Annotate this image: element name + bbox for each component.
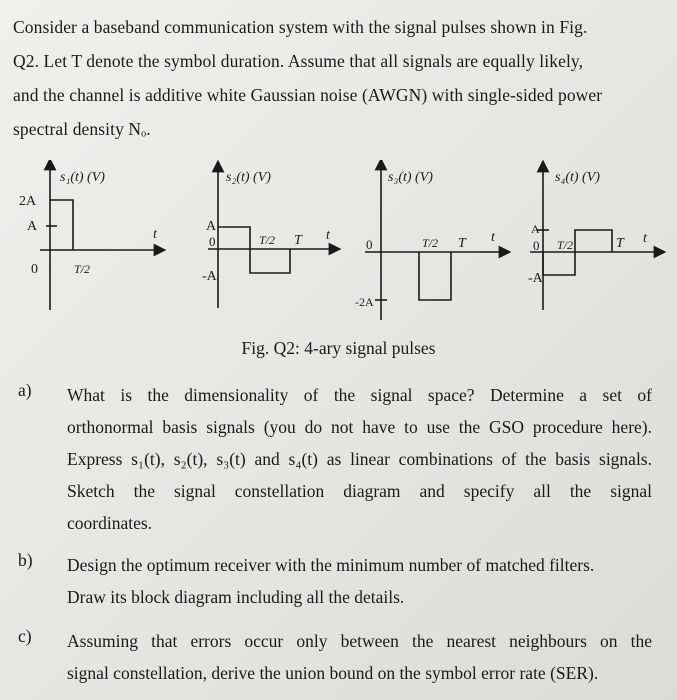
question-a-line: orthonormal basis signals (you do not have to use the GSO procedure here). bbox=[67, 417, 652, 437]
question-c-line: signal constellation, derive the union bound on the symbol error rate (SER). bbox=[67, 663, 599, 683]
question-a-line: What is the dimensionality of the signal space? Determine a set of bbox=[67, 385, 652, 405]
s3-label-neg-2a: -2A bbox=[355, 295, 374, 309]
s4-label-T: T bbox=[616, 236, 624, 251]
s2-label-T: T bbox=[294, 233, 302, 248]
s1-label-2a: 2A bbox=[19, 194, 37, 209]
s2-label-t2: T/2 bbox=[259, 233, 276, 247]
s2-label-neg-a: -A bbox=[202, 269, 217, 284]
question-a-label: a) bbox=[18, 380, 32, 400]
question-a-line: coordinates. bbox=[67, 513, 153, 533]
s3-label-t: t bbox=[491, 230, 495, 245]
question-b-label: b) bbox=[18, 550, 33, 570]
s4-ylabel: s₄(t) (V) bbox=[555, 170, 600, 185]
question-a-line: Express s₁(t), s₂(t), s₃(t) and s₄(t) as linear combinations of the basis signals. bbox=[67, 449, 652, 469]
s1-ylabel: s₁(t) (V) bbox=[60, 170, 105, 185]
question-a-text bbox=[67, 379, 652, 539]
s4-pulse-pos bbox=[575, 230, 612, 252]
s3-label-T: T bbox=[458, 236, 466, 251]
s4-label-a: A bbox=[531, 222, 540, 236]
question-c-text bbox=[67, 625, 652, 689]
question-b-text bbox=[67, 549, 652, 613]
s4-label-t2: T/2 bbox=[557, 238, 574, 252]
s2-pulse-neg bbox=[250, 249, 290, 273]
question-b-line: Draw its block diagram including all the details. bbox=[67, 587, 405, 607]
s1-label-0: 0 bbox=[31, 262, 38, 277]
s4-pulse-neg bbox=[543, 252, 575, 275]
s3-label-0: 0 bbox=[366, 237, 373, 252]
intro-line: Consider a baseband communication system with the signal pulses shown in Fig. bbox=[13, 17, 588, 37]
s1-pulse bbox=[50, 200, 73, 250]
s1-label-t2: T/2 bbox=[74, 262, 91, 276]
s3-pulse bbox=[419, 252, 451, 300]
s4-label-t: t bbox=[643, 231, 647, 246]
intro-line: Q2. Let T denote the symbol duration. Assume that all signals are equally likely, bbox=[13, 51, 584, 71]
s3-ylabel: s₃(t) (V) bbox=[388, 170, 433, 185]
s4-label-0: 0 bbox=[533, 238, 540, 253]
s1-label-a: A bbox=[27, 219, 38, 234]
s2-pulse-pos bbox=[218, 227, 250, 249]
s4-label-neg-a: -A bbox=[528, 271, 543, 286]
signal-pulses-figure bbox=[0, 160, 677, 330]
intro-line: and the channel is additive white Gaussian noise (AWGN) with single-sided power bbox=[13, 85, 603, 105]
s2-label-a: A bbox=[206, 219, 217, 234]
s3-label-t2: T/2 bbox=[422, 236, 439, 250]
s2-label-t: t bbox=[326, 228, 330, 243]
question-c-label: c) bbox=[18, 626, 32, 646]
signal-pulses-diagram bbox=[0, 160, 677, 330]
s1-label-t: t bbox=[153, 227, 157, 242]
plot-s4 bbox=[530, 166, 660, 310]
plot-s1 bbox=[40, 164, 160, 310]
s2-label-0: 0 bbox=[209, 234, 216, 249]
question-a-line: Sketch the signal constellation diagram and specify all the signal bbox=[67, 481, 652, 501]
problem-statement bbox=[13, 10, 663, 146]
question-c-line: Assuming that errors occur only between the nearest neighbours on the bbox=[67, 631, 652, 651]
figure-caption: Fig. Q2: 4-ary signal pulses bbox=[241, 338, 436, 358]
question-b-line: Design the optimum receiver with the minimum number of matched filters. bbox=[67, 555, 595, 575]
intro-line: spectral density Nₒ. bbox=[13, 119, 151, 139]
s2-ylabel: s₂(t) (V) bbox=[226, 170, 271, 185]
